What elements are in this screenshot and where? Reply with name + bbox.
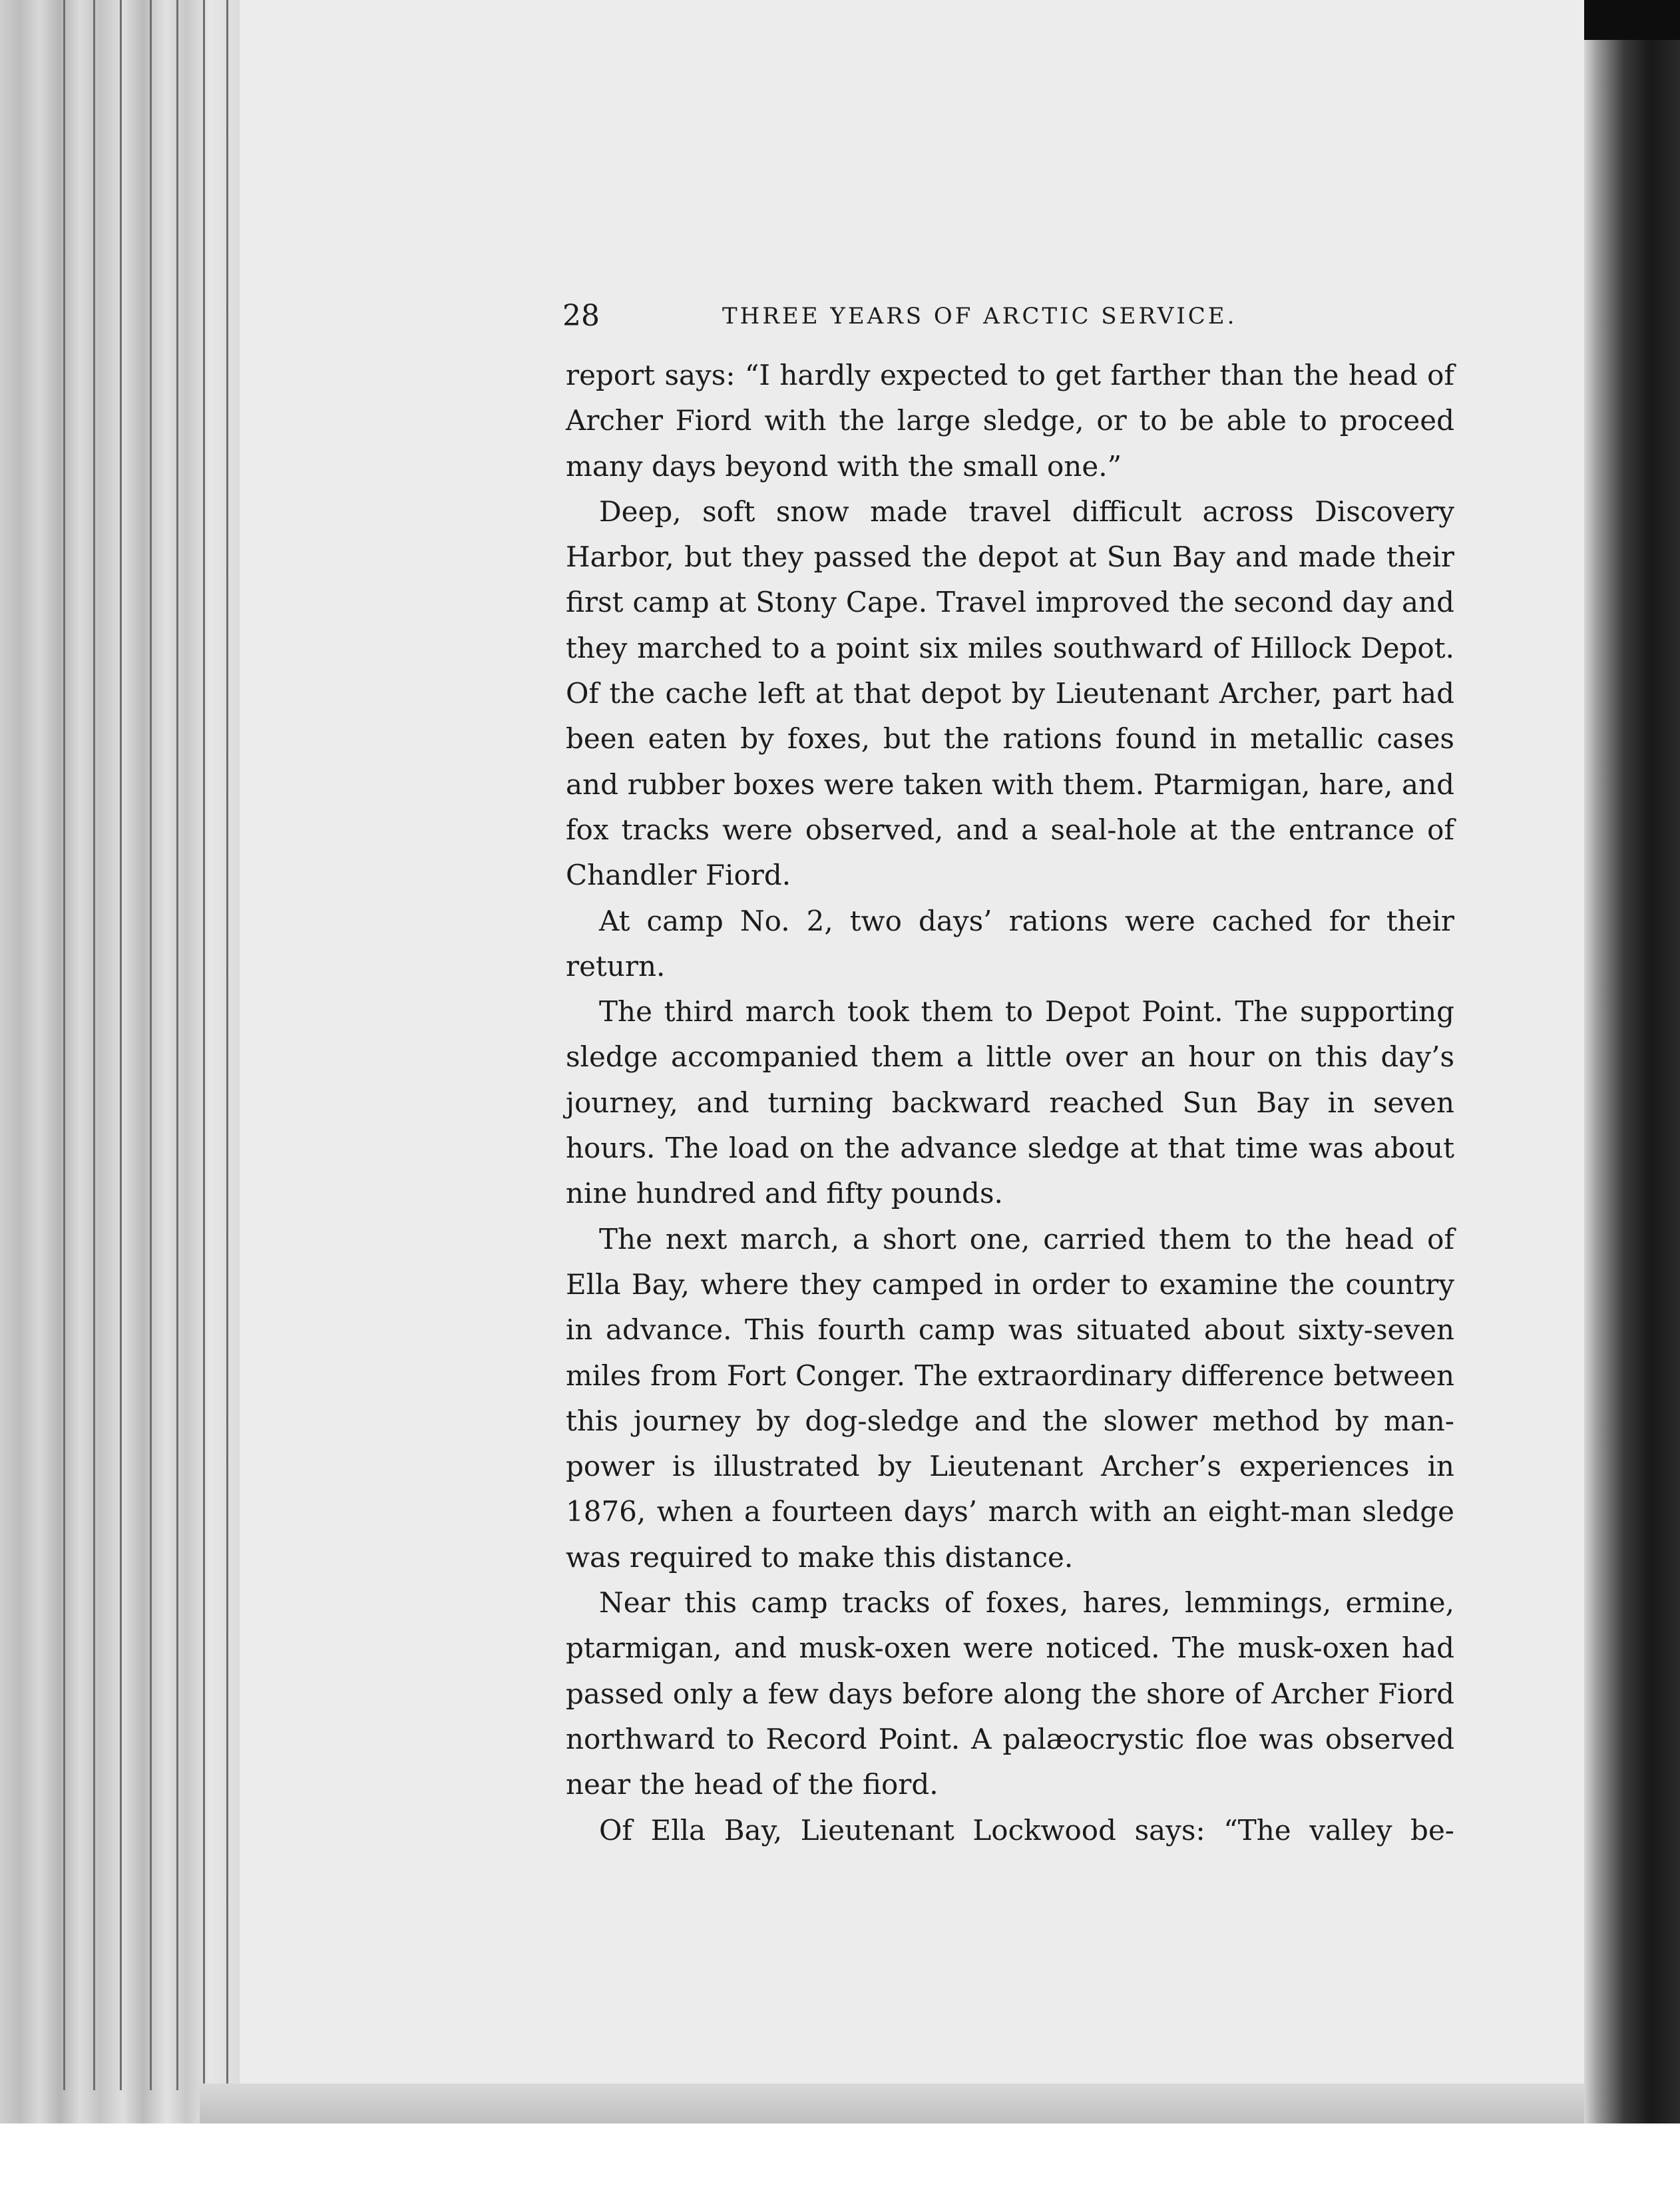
book-page-edges [0, 0, 240, 2210]
page-edge-line [93, 0, 95, 2090]
scan-margin [0, 2123, 1680, 2210]
page-bottom-edge [200, 2084, 1584, 2123]
paragraph: The next march, a short one, carried them to the head of Ella Bay, where they camped in order to examine the country in advance. This fourth camp was situated about sixty-seven miles from Fort Conger. The extraordinary difference between this journey by dog-sledge and the slower method by man-power is illustrated by Lieutenant Archer’s experiences in 1876, when a fourteen days’ march with an eight-man sledge was required to make this distance. [566, 1222, 1454, 1574]
running-head [562, 296, 1454, 336]
paragraph: The third march took them to Depot Point. The supporting sledge accompanied them a little over an hour on this day’s journey, and turning backward reached Sun Bay in seven hours. The load on the advance sledge at that time was about nine hundred and fifty pounds. [566, 995, 1454, 1210]
body-text [566, 353, 1454, 1853]
running-title: THREE YEARS OF ARCTIC SERVICE. [722, 303, 1237, 330]
page-edge-line [203, 0, 205, 2090]
page-number: 28 [562, 299, 600, 333]
page-edge-line [226, 0, 228, 2090]
paragraph: At camp No. 2, two days’ rations were cached for their return. [566, 904, 1454, 983]
paragraph: Deep, soft snow made travel difficult across Discovery Harbor, but they passed the depot at Sun Bay and made their first camp at Stony Cape. Travel improved the second day and they marched to a point six miles southward of Hillock Depot. Of the cache left at that depot by Lieutenant Archer, part had been eaten by foxes, but the rations found in metallic cases and rubber boxes were taken with them. Ptarmigan, hare, and fox tracks were observed, and a seal-hole at the entrance of Chandler Fiord. [566, 495, 1454, 892]
page-edge-line [176, 0, 178, 2090]
page-edge-line [63, 0, 65, 2090]
book-binding-gutter [1584, 0, 1680, 2210]
paragraph: report says: “I hardly expected to get farther than the head of Archer Fiord with the large sledge, or to be able to proceed many days beyond with the small one.” [566, 359, 1454, 483]
gutter-shadow [1584, 0, 1680, 40]
paragraph: Of Ella Bay, Lieutenant Lockwood says: “The valley be- [599, 1813, 1454, 1847]
page-edge-line [120, 0, 122, 2090]
paragraph: Near this camp tracks of foxes, hares, lemmings, ermine, ptarmigan, and musk-oxen were noticed. The musk-oxen had passed only a few days before along the shore of Archer Fiord northward to Record Point. A palæocrystic floe was observed near the head of the fiord. [566, 1586, 1454, 1801]
page-edge-line [150, 0, 152, 2090]
